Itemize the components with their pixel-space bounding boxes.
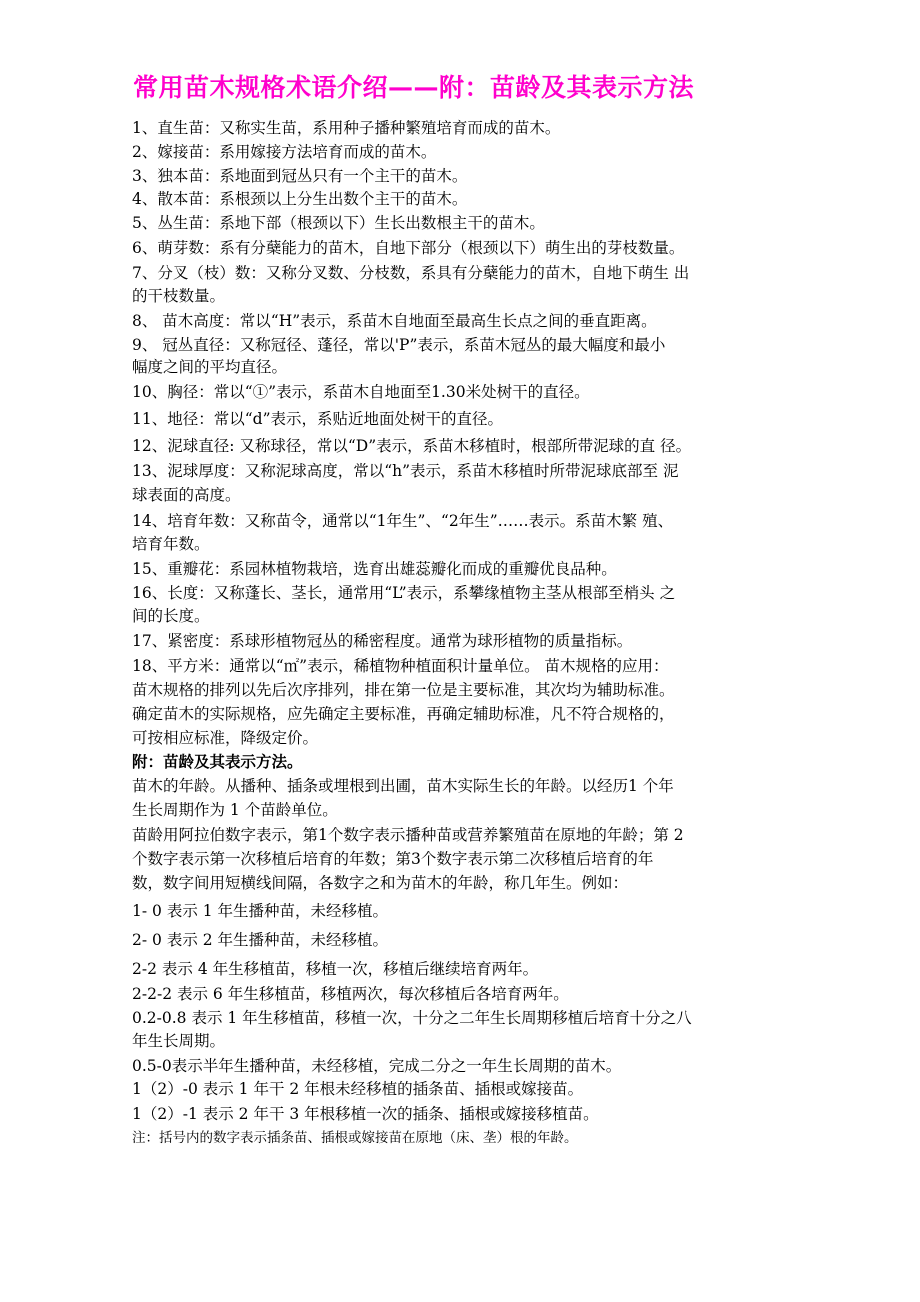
text-line: 17、紧密度：系球形植物冠丛的稀密程度。通常为球形植物的质量指标。 [132, 632, 633, 650]
text-line: 4、散本苗：系根颈以上分生出数个主干的苗木。 [132, 190, 468, 208]
text-line: 生长周期作为 1 个苗龄单位。 [132, 801, 338, 819]
text-line: 11、地径：常以“d”表示，系贴近地面处树干的直径。 [132, 410, 503, 428]
text-line: 苗木的年龄。从播种、插条或埋根到出圃，苗木实际生长的年龄。以经历1 个年 [132, 777, 674, 795]
text-line: 18、平方米：通常以“㎡”表示，稀植物种植面积计量单位。 苗木规格的应用： [132, 657, 669, 675]
text-line: 2-2-2 表示 6 年生移植苗，移植两次，每次移植后各培育两年。 [132, 985, 569, 1003]
document-title: 常用苗木规格术语介绍——附：苗龄及其表示方法 [133, 73, 695, 102]
section-heading: 附：苗龄及其表示方法。 [132, 752, 303, 771]
text-line: 1、直生苗：又称实生苗，系用种子播种繁殖培育而成的苗木。 [132, 119, 561, 137]
text-line: 确定苗木的实际规格，应先确定主要标准，再确定辅助标准，凡不符合规格的， [132, 705, 675, 723]
text-line: 8、 苗木高度：常以“H”表示，系苗木自地面至最高生长点之间的垂直距离。 [132, 312, 657, 330]
text-line: 13、泥球厚度：又称泥球高度，常以“h”表示，系苗木移植时所带泥球底部至 泥 [132, 462, 679, 480]
text-line: 可按相应标准，降级定价。 [132, 729, 319, 747]
text-line: 球表面的高度。 [132, 486, 241, 504]
text-line: 培育年数。 [132, 535, 210, 553]
text-line: 2-2 表示 4 年生移植苗，移植一次，移植后继续培育两年。 [132, 960, 539, 978]
text-line: 14、培育年数：又称苗令，通常以“1年生”、“2年生”……表示。系苗木繁 殖、 [132, 512, 674, 530]
text-line: 9、 冠丛直径：又称冠径、蓬径，常以'P”表示，系苗木冠丛的最大幅度和最小 [132, 336, 666, 354]
text-line: 5、丛生苗：系地下部（根颈以下）生长出数根主干的苗木。 [132, 214, 545, 232]
text-line: 间的长度。 [132, 607, 210, 625]
text-line: 1- 0 表示 1 年生播种苗，未经移植。 [132, 902, 389, 920]
text-line: 个数字表示第一次移植后培育的年数；第3个数字表示第二次移植后培育的年 [132, 850, 654, 868]
text-line: 的干枝数量。 [132, 287, 226, 305]
text-line: 年生长周期。 [132, 1032, 226, 1050]
text-line: 6、萌芽数：系有分蘖能力的苗木，自地下部分（根颈以下）萌生出的芽枝数量。 [132, 239, 685, 257]
text-line: 2- 0 表示 2 年生播种苗，未经移植。 [132, 931, 389, 949]
text-line: 7、分叉（枝）数：又称分叉数、分枝数，系具有分蘖能力的苗木，自地下萌生 出 [132, 264, 690, 282]
text-line: 苗龄用阿拉伯数字表示，第1个数字表示播种苗或营养繁殖苗在原地的年龄；第 2 [132, 826, 684, 844]
text-line: 0.2-0.8 表示 1 年生移植苗，移植一次，十分之二年生长周期移植后培育十分之八 [132, 1009, 692, 1027]
text-line: 2、嫁接苗：系用嫁接方法培育而成的苗木。 [132, 143, 437, 161]
text-line: 1（2）-1 表示 2 年干 3 年根移植一次的插条、插根或嫁接移植苗。 [132, 1105, 599, 1123]
text-line: 15、重瓣花：系园林植物栽培，选育出雄蕊瓣化而成的重瓣优良品种。 [132, 560, 617, 578]
text-line: 10、胸径：常以“①”表示，系苗木自地面至1.30米处树干的直径。 [132, 383, 590, 401]
text-line: 3、独本苗：系地面到冠丛只有一个主干的苗木。 [132, 167, 468, 185]
footnote: 注：括号内的数字表示插条苗、插根或嫁接苗在原地（床、垄）根的年龄。 [132, 1130, 578, 1146]
text-line: 0.5-0表示半年生播种苗，未经移植，完成二分之一年生长周期的苗木。 [132, 1057, 622, 1075]
text-line: 12、泥球直径: 又称球径，常以“D”表示，系苗木移植时，根部所带泥球的直 径。 [132, 437, 692, 455]
text-line: 苗木规格的排列以先后次序排列，排在第一位是主要标准，其次均为辅助标准。 [132, 681, 675, 699]
text-line: 1（2）-0 表示 1 年干 2 年根未经移植的插条苗、插根或嫁接苗。 [132, 1080, 584, 1098]
text-line: 16、长度：又称蓬长、茎长，通常用“L”表示，系攀缘植物主茎从根部至梢头 之 [132, 584, 676, 602]
text-line: 幅度之间的平均直径。 [132, 358, 288, 376]
text-line: 数，数字间用短横线间隔，各数字之和为苗木的年龄，称几年生。例如： [132, 874, 629, 892]
